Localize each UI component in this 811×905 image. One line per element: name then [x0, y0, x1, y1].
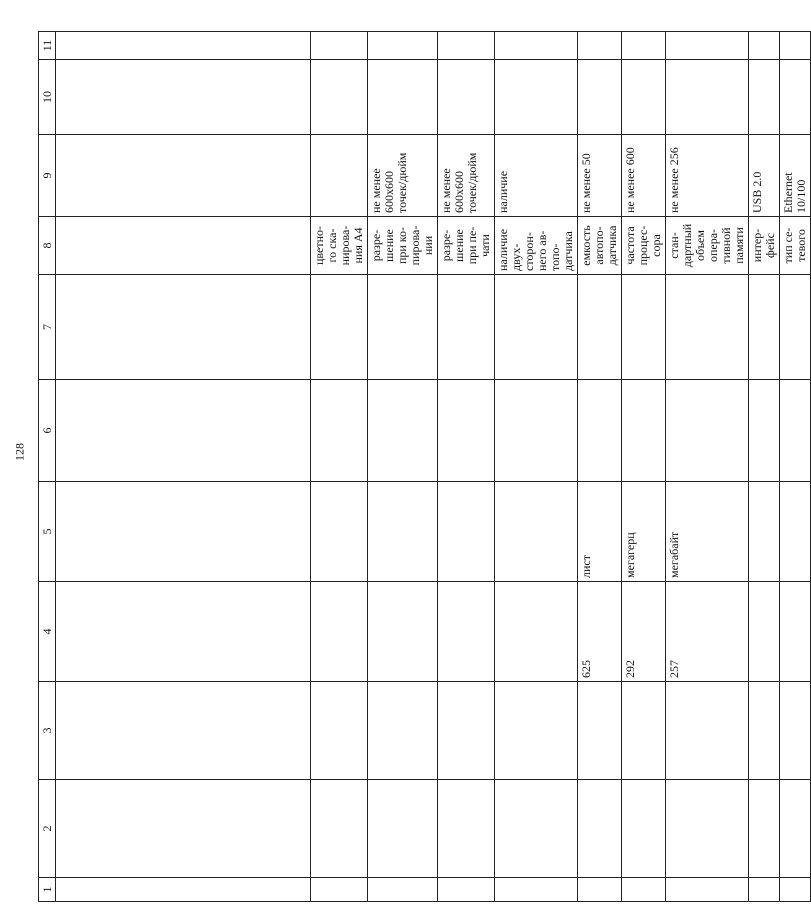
table-cell — [780, 682, 811, 780]
value-cell: наличие — [495, 135, 578, 217]
table-cell — [749, 380, 780, 482]
column-number: 7 — [39, 275, 56, 380]
characteristic-cell: стан- дартный объем опера- тивной памяти — [666, 217, 749, 275]
table-cell — [56, 380, 311, 482]
table-cell — [56, 682, 311, 780]
table-row — [749, 32, 780, 902]
characteristic-cell: цветно- го ска- нирова- ния А4 — [311, 217, 368, 275]
column-number: 2 — [39, 780, 56, 878]
table-cell — [56, 32, 311, 60]
table-cell — [622, 878, 666, 902]
value-cell: не менее 600 — [622, 135, 666, 217]
table-cell — [666, 32, 749, 60]
unit-cell: лист — [578, 482, 622, 582]
table-row — [780, 32, 811, 902]
quantity-cell: 625 — [578, 582, 622, 682]
table-cell — [368, 780, 438, 878]
unit-cell — [438, 482, 495, 582]
rotated-table-wrapper — [38, 32, 808, 902]
table-cell — [311, 275, 368, 380]
table-cell — [438, 878, 495, 902]
table-cell — [368, 878, 438, 902]
table-cell — [495, 682, 578, 780]
table-cell — [780, 60, 811, 135]
table-row — [56, 32, 311, 902]
column-number-row — [39, 32, 56, 902]
table-cell — [311, 32, 368, 60]
table-cell — [666, 380, 749, 482]
table-row — [495, 32, 578, 902]
table-cell — [438, 380, 495, 482]
table-cell — [622, 380, 666, 482]
table-cell — [311, 682, 368, 780]
quantity-cell — [495, 582, 578, 682]
table-cell — [578, 275, 622, 380]
table-cell — [495, 32, 578, 60]
table-cell — [780, 32, 811, 60]
table-cell — [578, 682, 622, 780]
table-cell — [56, 582, 311, 682]
quantity-cell: 257 — [666, 582, 749, 682]
table-cell — [622, 60, 666, 135]
table-cell — [56, 275, 311, 380]
table-cell — [578, 60, 622, 135]
column-number: 10 — [39, 60, 56, 135]
table-cell — [438, 682, 495, 780]
table-cell — [780, 878, 811, 902]
value-cell: не менее 50 — [578, 135, 622, 217]
unit-cell — [780, 482, 811, 582]
table-cell — [622, 275, 666, 380]
quantity-cell — [368, 582, 438, 682]
table-cell — [438, 32, 495, 60]
table-cell — [56, 482, 311, 582]
quantity-cell — [311, 582, 368, 682]
table-cell — [749, 682, 780, 780]
table-cell — [666, 275, 749, 380]
table-cell — [578, 878, 622, 902]
column-number: 9 — [39, 135, 56, 217]
table-cell — [368, 682, 438, 780]
table-cell — [368, 60, 438, 135]
characteristic-cell: тип се- тевого — [780, 217, 811, 275]
table-cell — [56, 60, 311, 135]
table-cell — [56, 135, 311, 217]
table-cell — [578, 32, 622, 60]
table-cell — [749, 878, 780, 902]
table-cell — [438, 275, 495, 380]
table-row — [578, 32, 622, 902]
value-cell: не менее 256 — [666, 135, 749, 217]
table-cell — [56, 780, 311, 878]
table-row — [666, 32, 749, 902]
table-cell — [666, 60, 749, 135]
unit-cell: мегабайт — [666, 482, 749, 582]
table-cell — [311, 780, 368, 878]
value-cell: не менее 600х600 точек/дюйм — [368, 135, 438, 217]
column-number: 5 — [39, 482, 56, 582]
table-cell — [780, 380, 811, 482]
column-number: 6 — [39, 380, 56, 482]
characteristic-cell: наличие двух- сторон- него ав- топо- датчика — [495, 217, 578, 275]
table-cell — [368, 275, 438, 380]
characteristic-cell: емкость автопо- датчика — [578, 217, 622, 275]
table-cell — [622, 682, 666, 780]
table-cell — [311, 380, 368, 482]
table-cell — [495, 878, 578, 902]
table-cell — [749, 275, 780, 380]
characteristic-cell: разре- шение при пе- чати — [438, 217, 495, 275]
table-cell — [578, 780, 622, 878]
table-cell — [495, 380, 578, 482]
table-cell — [368, 380, 438, 482]
unit-cell — [495, 482, 578, 582]
unit-cell — [368, 482, 438, 582]
table-cell — [666, 780, 749, 878]
table-cell — [368, 32, 438, 60]
table-cell — [780, 780, 811, 878]
column-number: 8 — [39, 217, 56, 275]
table-row — [368, 32, 438, 902]
quantity-cell — [438, 582, 495, 682]
table-row — [622, 32, 666, 902]
value-cell — [311, 135, 368, 217]
table-row — [311, 32, 368, 902]
table-cell — [578, 380, 622, 482]
value-cell: USB 2.0 — [749, 135, 780, 217]
table-cell — [311, 878, 368, 902]
table-cell — [438, 60, 495, 135]
table-cell — [495, 275, 578, 380]
unit-cell — [311, 482, 368, 582]
table-row — [438, 32, 495, 902]
unit-cell: мегагерц — [622, 482, 666, 582]
table-cell — [666, 682, 749, 780]
characteristic-cell: частота процес- сора — [622, 217, 666, 275]
table-cell — [780, 275, 811, 380]
table-cell — [749, 60, 780, 135]
value-cell: Ethernet 10/100 — [780, 135, 811, 217]
column-number: 1 — [39, 878, 56, 902]
table-cell — [622, 780, 666, 878]
column-number: 3 — [39, 682, 56, 780]
table-cell — [622, 32, 666, 60]
quantity-cell: 292 — [622, 582, 666, 682]
spec-table — [38, 31, 811, 902]
quantity-cell — [780, 582, 811, 682]
table-cell — [495, 780, 578, 878]
table-cell — [311, 60, 368, 135]
quantity-cell — [749, 582, 780, 682]
table-cell — [495, 60, 578, 135]
characteristic-cell: интер- фейс — [749, 217, 780, 275]
table-cell — [438, 780, 495, 878]
table-cell — [56, 878, 311, 902]
column-number: 11 — [39, 32, 56, 60]
characteristic-cell: разре- шение при ко- пирова- нии — [368, 217, 438, 275]
unit-cell — [749, 482, 780, 582]
table-cell — [666, 878, 749, 902]
table-cell — [749, 32, 780, 60]
table-cell — [749, 780, 780, 878]
page-number: 128 — [12, 443, 27, 461]
column-number: 4 — [39, 582, 56, 682]
table-cell — [56, 217, 311, 275]
value-cell: не менее 600х600 точек/дюйм — [438, 135, 495, 217]
